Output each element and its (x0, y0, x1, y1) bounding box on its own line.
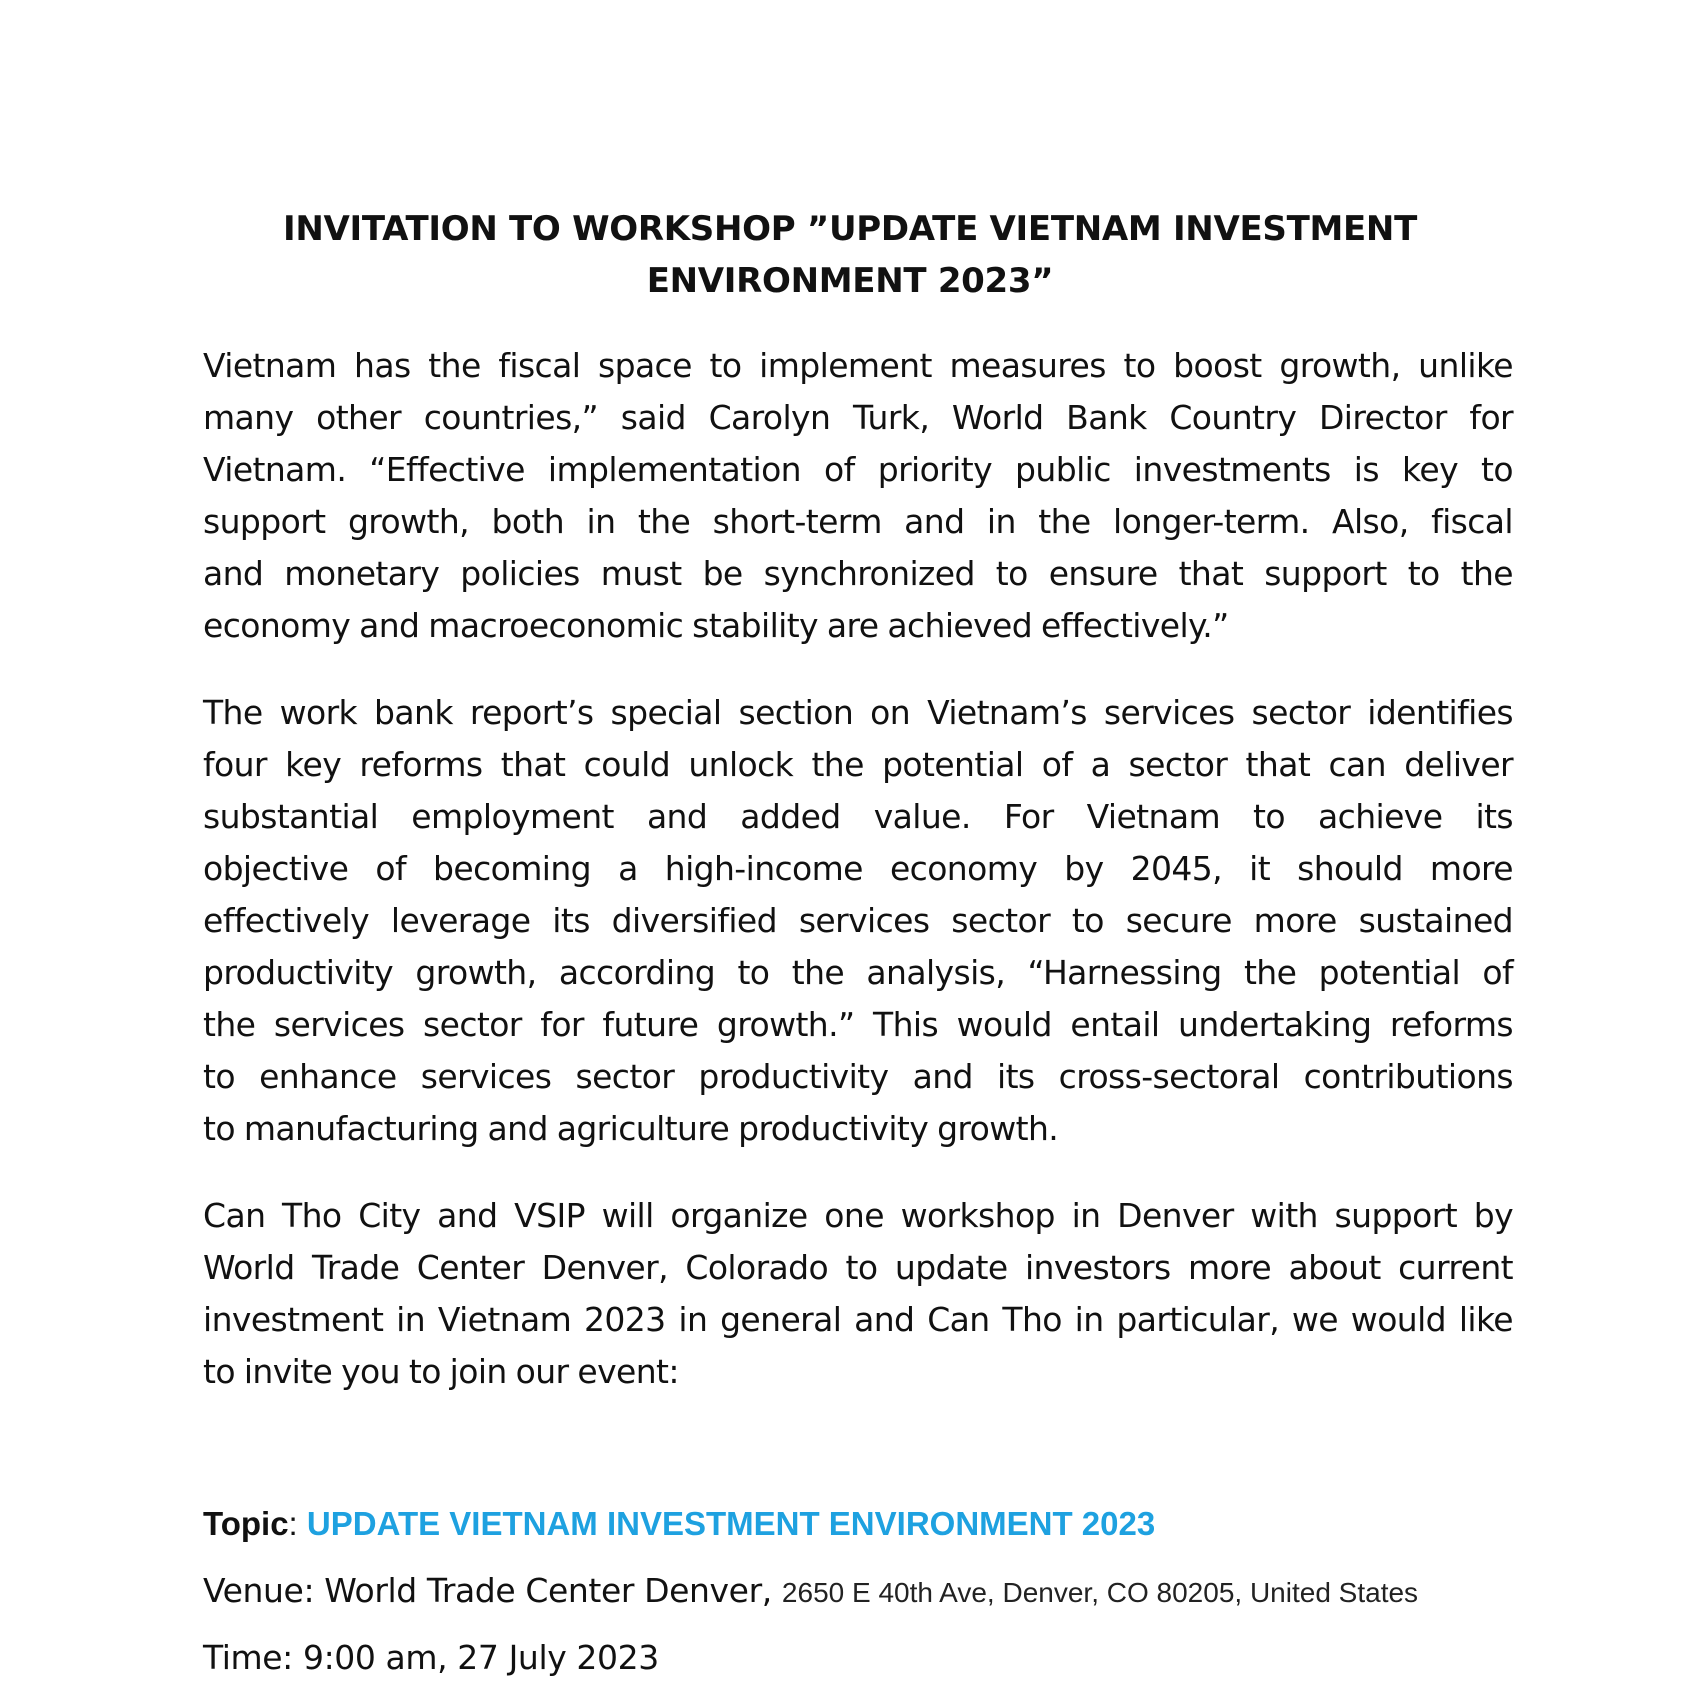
topic-separator: : (288, 1505, 307, 1542)
topic-value: UPDATE VIETNAM INVESTMENT ENVIRONMENT 2023 (306, 1505, 1156, 1542)
paragraph-services-sector (203, 687, 1513, 1155)
page-title (200, 203, 1500, 307)
paragraph-line: effectively leverage its diversified services sector to secure more sustained (203, 901, 1513, 940)
venue-address: 2650 E 40th Ave, Denver, CO 80205, United States (781, 1577, 1419, 1608)
topic-row (203, 1502, 1155, 1546)
paragraph-workshop-invite (203, 1190, 1513, 1398)
paragraph-line: Vietnam. “Effective implementation of priority public investments is key to (203, 450, 1513, 489)
time-row (203, 1634, 659, 1682)
paragraph-line: to enhance services sector productivity and its cross-sectoral contributions (203, 1057, 1513, 1096)
title-line-2: ENVIRONMENT 2023” (646, 261, 1054, 301)
paragraph-line: The work bank report’s special section on Vietnam’s services sector identifies (203, 693, 1513, 732)
venue-label: Venue: World Trade Center Denver, (203, 1571, 782, 1610)
time-text: Time: 9:00 am, 27 July 2023 (203, 1638, 659, 1677)
paragraph-line: Vietnam has the fiscal space to implement measures to boost growth, unlike (203, 346, 1513, 385)
paragraph-line: support growth, both in the short-term and in the longer-term. Also, fiscal (203, 502, 1513, 541)
paragraph-line: to invite you to join our event: (203, 1352, 679, 1391)
venue-row (203, 1567, 1418, 1617)
paragraph-line: to manufacturing and agriculture productivity growth. (203, 1109, 1059, 1148)
paragraph-line: investment in Vietnam 2023 in general and Can Tho in particular, we would like (203, 1300, 1513, 1339)
paragraph-line: objective of becoming a high-income economy by 2045, it should more (203, 849, 1513, 888)
paragraph-line: substantial employment and added value. For Vietnam to achieve its (203, 797, 1513, 836)
paragraph-line: Can Tho City and VSIP will organize one workshop in Denver with support by (203, 1196, 1513, 1235)
title-line-1: INVITATION TO WORKSHOP ”UPDATE VIETNAM INVESTMENT (283, 209, 1417, 249)
paragraph-line: World Trade Center Denver, Colorado to update investors more about current (203, 1248, 1513, 1287)
paragraph-line: and monetary policies must be synchronized to ensure that support to the (203, 554, 1513, 593)
paragraph-line: economy and macroeconomic stability are achieved effectively.” (203, 606, 1229, 645)
paragraph-line: four key reforms that could unlock the potential of a sector that can deliver (203, 745, 1513, 784)
paragraph-line: many other countries,” said Carolyn Turk, World Bank Country Director for (203, 398, 1513, 437)
paragraph-line: the services sector for future growth.” This would entail undertaking reforms (203, 1005, 1513, 1044)
paragraph-fiscal-space (203, 340, 1513, 652)
topic-label: Topic (203, 1505, 289, 1542)
paragraph-line: productivity growth, according to the analysis, “Harnessing the potential of (203, 953, 1513, 992)
